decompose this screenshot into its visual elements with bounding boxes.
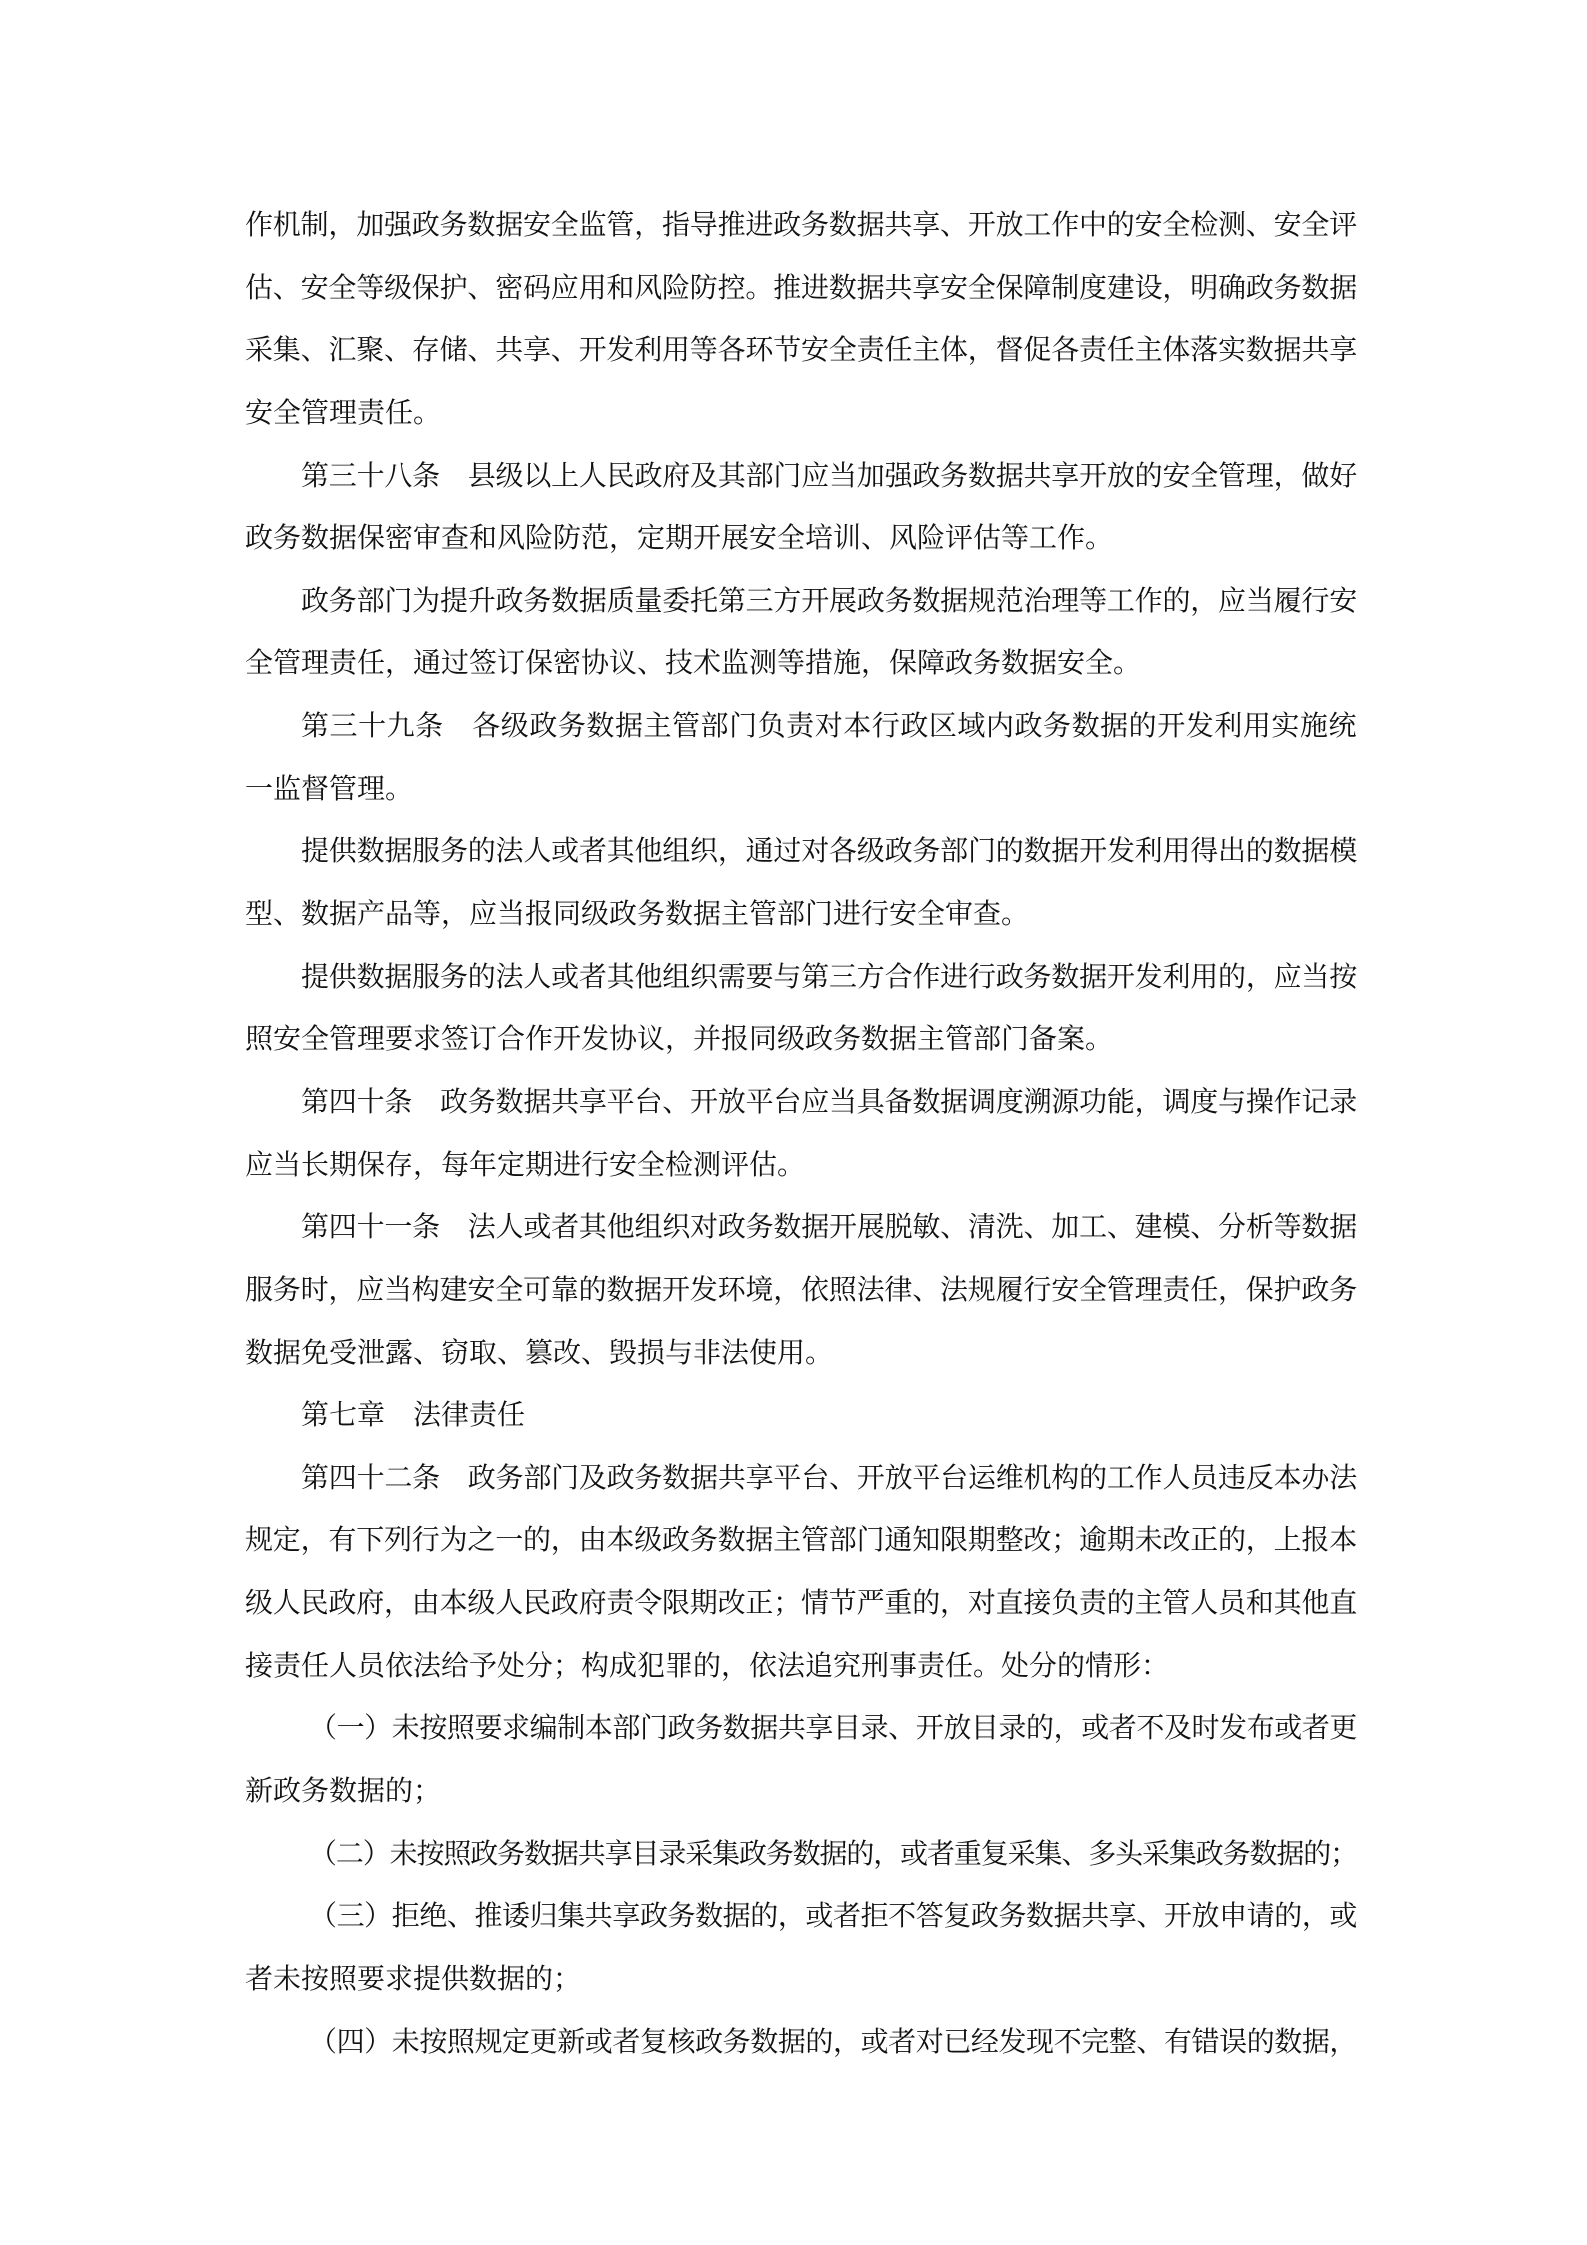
chapter-title — [245, 1384, 1357, 1447]
text-line — [245, 1948, 1357, 2011]
text-line — [245, 1008, 1357, 1071]
text-line — [245, 1760, 1357, 1823]
text-line-content: 规定，有下列行为之一的，由本级政务数据主管部门通知限期整改；逾期未改正的，上报本 — [245, 1523, 1358, 1557]
text-line — [245, 1697, 1357, 1760]
text-line-content: （四）未按照规定更新或者复核政务数据的，或者对已经发现不完整、有错误的数据， — [309, 2024, 1358, 2058]
text-line-content: 全管理责任，通过签订保密协议、技术监测等措施，保障政务数据安全。 — [245, 646, 1142, 680]
text-line — [245, 507, 1357, 570]
list-item-1 — [245, 1697, 1357, 1822]
text-line-content: 第四十二条 政务部门及政务数据共享平台、开放平台运维机构的工作人员违反本办法 — [301, 1460, 1357, 1494]
text-line — [245, 1259, 1357, 1322]
text-line-content: 新政务数据的； — [245, 1774, 442, 1808]
list-item-3 — [245, 1885, 1357, 2010]
text-line-content: 应当长期保存，每年定期进行安全检测评估。 — [245, 1147, 806, 1181]
article-38 — [245, 445, 1357, 570]
text-line — [245, 695, 1357, 758]
article-39 — [245, 695, 1357, 820]
text-line — [245, 319, 1357, 382]
article-42 — [245, 1447, 1357, 1698]
list-item-4 — [245, 2011, 1357, 2074]
text-line-content: 政务数据保密审查和风险防范，定期开展安全培训、风险评估等工作。 — [245, 521, 1114, 555]
article-41 — [245, 1196, 1357, 1384]
article-39-paragraph-2 — [245, 820, 1357, 945]
chapter-7-heading — [245, 1384, 1357, 1447]
text-line-content: 者未按照要求提供数据的； — [245, 1961, 582, 1995]
text-line-content: （三）拒绝、推诿归集共享政务数据的，或者拒不答复政务数据共享、开放申请的，或 — [309, 1899, 1358, 1933]
text-line — [245, 1322, 1357, 1385]
text-line-content: 采集、汇聚、存储、共享、开发利用等各环节安全责任主体，督促各责任主体落实数据共享 — [245, 333, 1358, 367]
text-line — [245, 1196, 1357, 1259]
text-line-content: 第三十八条 县级以上人民政府及其部门应当加强政务数据共享开放的安全管理，做好 — [301, 458, 1357, 492]
text-line-content: 级人民政府，由本级人民政府责令限期改正；情节严重的，对直接负责的主管人员和其他直 — [245, 1586, 1358, 1620]
text-line-content: 照安全管理要求签订合作开发协议，并报同级政务数据主管部门备案。 — [245, 1022, 1114, 1056]
text-line-content: （二）未按照政务数据共享目录采集政务数据的，或者重复采集、多头采集政务数据的； — [309, 1836, 1357, 1870]
text-line-content: 估、安全等级保护、密码应用和风险防控。推进数据共享安全保障制度建设，明确政务数据 — [245, 270, 1358, 304]
text-line-content: 服务时，应当构建安全可靠的数据开发环境，依照法律、法规履行安全管理责任，保护政务 — [245, 1272, 1358, 1306]
text-line — [245, 946, 1357, 1009]
text-line — [245, 820, 1357, 883]
text-line — [245, 758, 1357, 821]
text-line-content: 提供数据服务的法人或者其他组织需要与第三方合作进行政务数据开发利用的，应当按 — [301, 959, 1357, 993]
chapter-title-text: 第七章 法律责任 — [301, 1398, 526, 1432]
article-38-paragraph-2 — [245, 570, 1357, 695]
text-line-content: 政务部门为提升政务数据质量委托第三方开展政务数据规范治理等工作的，应当履行安 — [301, 583, 1357, 617]
text-line-content: 第四十条 政务数据共享平台、开放平台应当具备数据调度溯源功能，调度与操作记录 — [301, 1084, 1357, 1118]
text-line-content: （一）未按照要求编制本部门政务数据共享目录、开放目录的，或者不及时发布或者更 — [309, 1711, 1358, 1745]
text-line — [245, 445, 1357, 508]
text-line-content: 接责任人员依法给予处分；构成犯罪的，依法追究刑事责任。处分的情形： — [245, 1648, 1170, 1682]
text-line — [245, 570, 1357, 633]
text-line — [245, 257, 1357, 320]
text-line-content: 第四十一条 法人或者其他组织对政务数据开展脱敏、清洗、加工、建模、分析等数据 — [301, 1210, 1357, 1244]
text-line-content: 一监督管理。 — [245, 771, 414, 805]
article-40 — [245, 1071, 1357, 1196]
text-line-content: 型、数据产品等，应当报同级政务数据主管部门进行安全审查。 — [245, 897, 1030, 931]
text-line — [245, 1509, 1357, 1572]
text-line — [245, 382, 1357, 445]
article-39-paragraph-3 — [245, 946, 1357, 1071]
text-line — [245, 2011, 1357, 2074]
text-line — [245, 1885, 1357, 1948]
paragraph-continuation — [245, 194, 1357, 445]
text-line — [245, 1823, 1357, 1886]
text-line-content: 提供数据服务的法人或者其他组织，通过对各级政务部门的数据开发利用得出的数据模 — [301, 834, 1357, 868]
text-line — [245, 632, 1357, 695]
text-line-content: 作机制，加强政务数据安全监管，指导推进政务数据共享、开放工作中的安全检测、安全评 — [245, 208, 1358, 241]
text-line-content: 第三十九条 各级政务数据主管部门负责对本行政区域内政务数据的开发利用实施统 — [301, 709, 1357, 743]
text-line — [245, 1071, 1357, 1134]
text-line — [245, 194, 1357, 257]
text-line — [245, 1447, 1357, 1510]
text-line — [245, 1635, 1357, 1698]
text-line-content: 数据免受泄露、窃取、篡改、毁损与非法使用。 — [245, 1335, 834, 1369]
list-item-2 — [245, 1823, 1357, 1886]
text-line — [245, 883, 1357, 946]
text-line — [245, 1134, 1357, 1197]
text-line-content: 安全管理责任。 — [245, 395, 442, 429]
text-line — [245, 1572, 1357, 1635]
document-page — [245, 194, 1357, 2073]
